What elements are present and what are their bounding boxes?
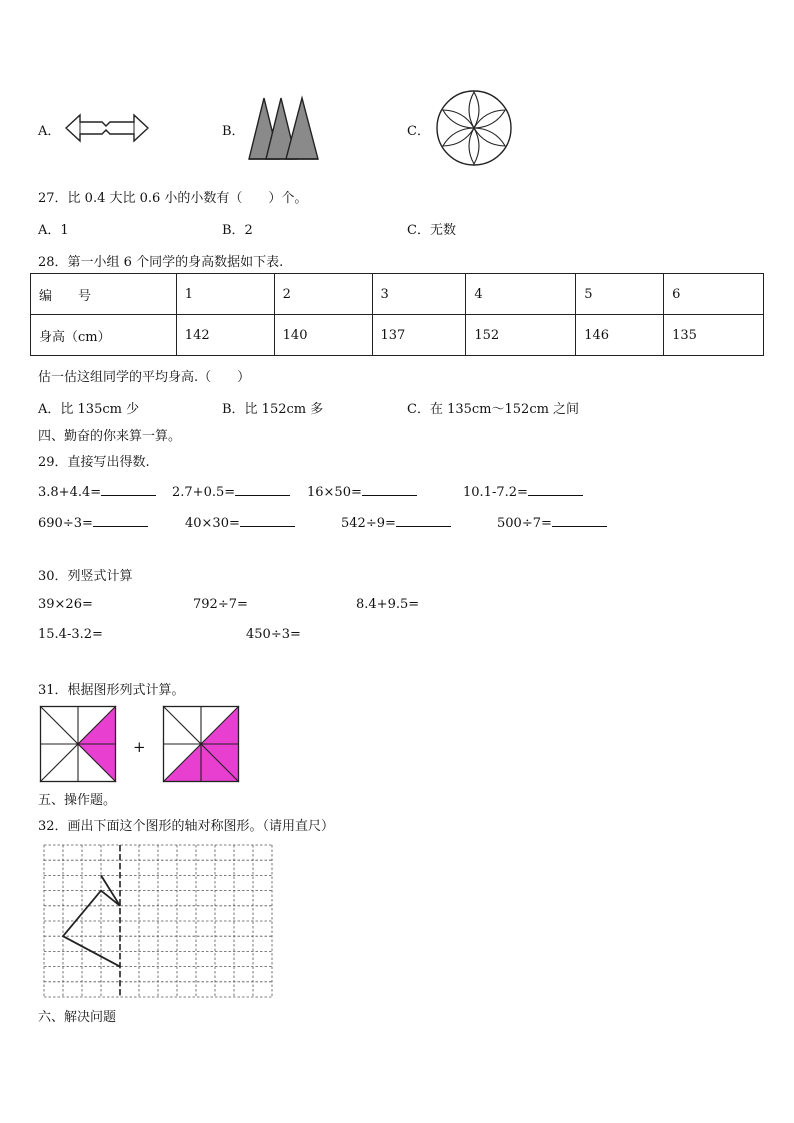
table-cell: 135 <box>664 315 764 356</box>
answer-blank[interactable] <box>396 514 451 527</box>
table-header-cell: 编 号 <box>31 274 177 315</box>
answer-blank[interactable] <box>235 483 290 496</box>
table-cell: 137 <box>372 315 466 356</box>
table-row <box>31 315 764 356</box>
q32-stem: 32．画出下面这个图形的轴对称图形。（请用直尺） <box>38 819 335 834</box>
table-header-cell: 身高（cm） <box>31 315 177 356</box>
table-cell: 6 <box>664 274 764 315</box>
q28-option-a: A．比 135cm 少 <box>38 402 140 417</box>
q29-item: 10.1-7.2= <box>463 483 583 500</box>
flower-circle-figure <box>434 88 514 168</box>
section6-title: 六、解决问题 <box>38 1010 117 1025</box>
q27-option-b: B．2 <box>222 223 253 238</box>
q30-item: 8.4+9.5= <box>356 597 420 612</box>
q29-item: 500÷7= <box>497 514 607 531</box>
double-arrow-figure <box>64 112 150 144</box>
q29-item: 16×50= <box>307 483 417 500</box>
answer-blank[interactable] <box>528 483 583 496</box>
section4-title: 四、勤奋的你来算一算。 <box>38 429 182 444</box>
q30-item: 39×26= <box>38 597 93 612</box>
section5-title: 五、操作题。 <box>38 793 117 808</box>
plus-sign: + <box>133 738 146 756</box>
q28-option-c: C．在 135cm～152cm 之间 <box>407 402 580 417</box>
table-cell: 140 <box>274 315 372 356</box>
table-cell: 1 <box>176 274 274 315</box>
answer-blank[interactable] <box>101 483 156 496</box>
q26-option-c-label: C． <box>407 124 430 139</box>
q29-item: 2.7+0.5= <box>172 483 290 500</box>
table-cell: 3 <box>372 274 466 315</box>
height-table <box>30 273 764 356</box>
q28-option-b: B．比 152cm 多 <box>222 402 324 417</box>
q27-stem: 27．比 0.4 大比 0.6 小的小数有（ ）个。 <box>38 191 308 206</box>
q26-option-b-label: B． <box>222 124 245 139</box>
answer-blank[interactable] <box>552 514 607 527</box>
q27-option-c: C．无数 <box>407 223 456 238</box>
q28-stem: 28．第一小组 6 个同学的身高数据如下表. <box>38 255 284 270</box>
q29-stem: 29．直接写出得数. <box>38 455 150 470</box>
q31-stem: 31．根据图形列式计算。 <box>38 683 185 698</box>
q30-item: 792÷7= <box>193 597 248 612</box>
table-cell: 2 <box>274 274 372 315</box>
table-cell: 152 <box>466 315 576 356</box>
q26-option-a-label: A． <box>38 124 61 139</box>
table-cell: 5 <box>576 274 664 315</box>
q29-item: 3.8+4.4= <box>38 483 156 500</box>
q28-prompt: 估一估这组同学的平均身高.（ ） <box>38 370 251 385</box>
answer-blank[interactable] <box>240 514 295 527</box>
fraction-square-left <box>40 706 116 782</box>
triangles-figure <box>246 95 322 161</box>
q29-item: 40×30= <box>185 514 295 531</box>
dashed-grid <box>42 843 272 998</box>
table-row <box>31 274 764 315</box>
table-cell: 142 <box>176 315 274 356</box>
q29-item: 542÷9= <box>341 514 451 531</box>
q27-option-a: A．1 <box>38 223 69 238</box>
table-cell: 146 <box>576 315 664 356</box>
answer-blank[interactable] <box>362 483 417 496</box>
q30-item: 450÷3= <box>246 627 301 642</box>
q29-item: 690÷3= <box>38 514 148 531</box>
table-cell: 4 <box>466 274 576 315</box>
q30-stem: 30．列竖式计算 <box>38 569 133 584</box>
answer-blank[interactable] <box>93 514 148 527</box>
q30-item: 15.4-3.2= <box>38 627 103 642</box>
fraction-square-right <box>163 706 239 782</box>
